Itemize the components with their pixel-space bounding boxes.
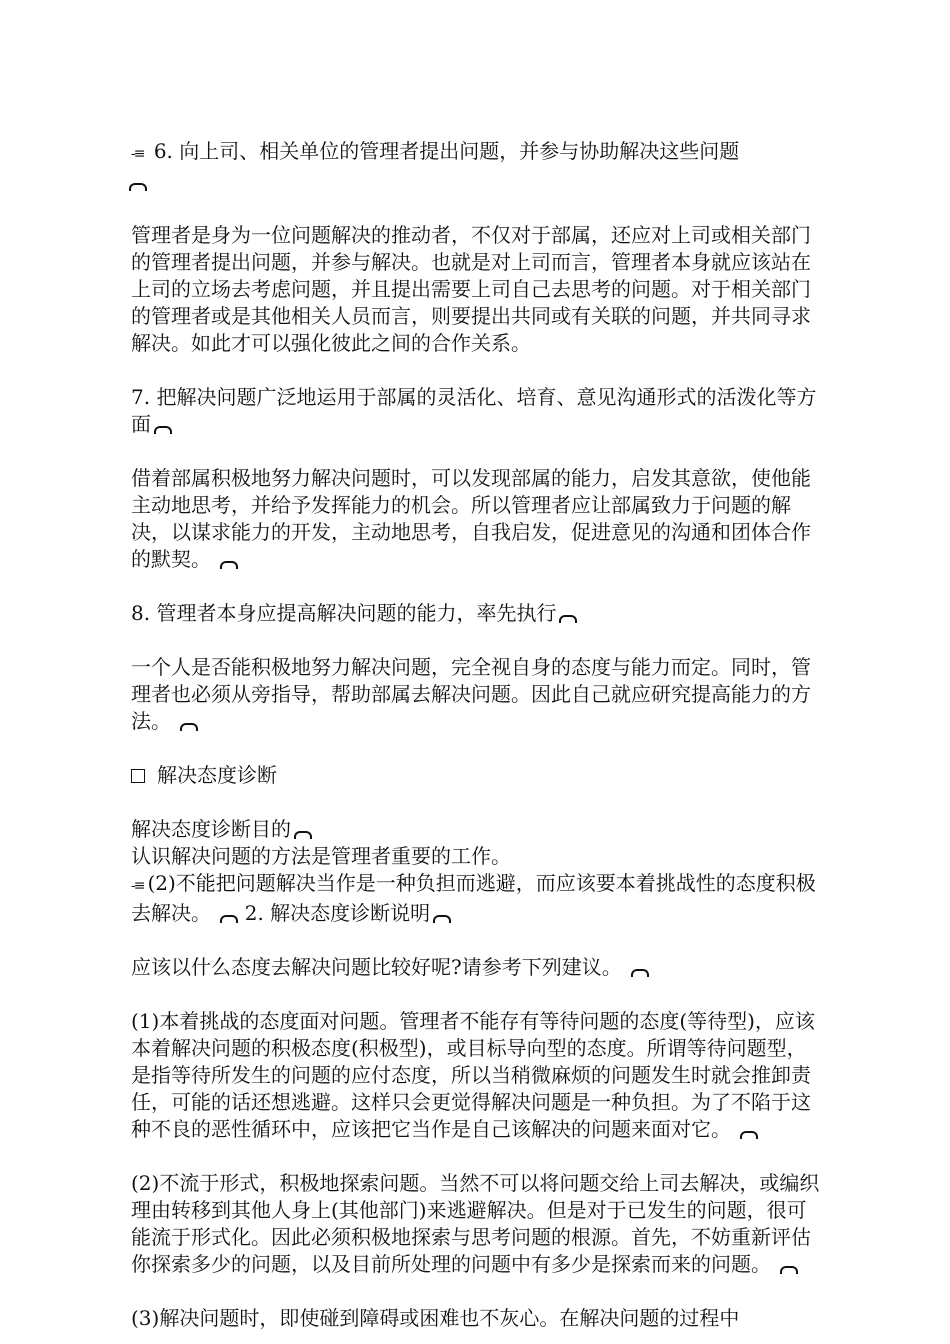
suggestion-1: (1)本着挑战的态度面对问题。管理者不能存有等待问题的态度(等待型)，应该本着解决问题的积极态度(积极型)，或目标导向型的态度。所谓等待问题型，是指等待所发生的问题的应付态度，所以当稍微麻烦的问题发生时就会推卸责任，可能的话还想逃避。这样只会更觉得解决问题是一种负担。为了不陷于这种不良的恶性循环中，应该把它当作是自己该解决的问题来面对它。 xyxy=(131,1009,815,1141)
paragraph-6: 管理者是身为一位问题解决的推动者，不仅对于部属，还应对上司或相关部门的管理者提出问题，并参与解决。也就是对上司而言，管理者本身就应该站在上司的立场去考虑问题，并且提出需要上司自己去思考的问题。对于相关部门的管理者或是其他相关人员而言，则要提出共同或有关联的问题，并共同寻求解决。如此才可以强化彼此之间的合作关系。 xyxy=(131,223,811,355)
purpose-text: 认识解决问题的方法是管理者重要的工作。 xyxy=(131,844,511,868)
checkbox-square-icon xyxy=(131,769,145,783)
paragraph-8: 一个人是否能积极地努力解决问题，完全视自身的态度与能力而定。同时，管理者也必须从旁指导，帮助部属去解决问题。因此自己就应研究提高能力的方法。 xyxy=(131,655,811,733)
purpose-heading: 解决态度诊断目的 xyxy=(131,816,821,843)
heading-6-mark-line xyxy=(131,168,821,195)
dash-equal-symbol: -≡ xyxy=(131,878,144,894)
paragraph-mark-icon xyxy=(433,915,451,923)
paragraph-mark-icon xyxy=(559,615,577,623)
heading-6: -≡ 6. 向上司、相关单位的管理者提出问题，并参与协助解决这些问题 xyxy=(131,138,821,168)
item-2: -≡ (2)不能把问题解决当作是一种负担而逃避，而应该要本着挑战性的态度积极去解决。 2. 解决态度诊断说明 xyxy=(131,871,816,925)
paragraph-mark-icon xyxy=(220,561,238,569)
paragraph-mark-icon xyxy=(294,831,312,839)
dash-equal-symbol: -≡ xyxy=(131,146,144,162)
paragraph-mark-icon xyxy=(780,1266,798,1274)
section-heading: 解决态度诊断 xyxy=(131,762,821,789)
paragraph-mark-icon xyxy=(180,723,198,731)
paragraph-mark-icon xyxy=(740,1131,758,1139)
heading-7: 7. 把解决问题广泛地运用于部属的灵活化、培育、意见沟通形式的活泼化等方面 xyxy=(131,385,817,436)
suggestion-3: (3)解决问题时，即使碰到障碍或困难也不灰心。在解决问题的过程中 xyxy=(131,1306,740,1330)
paragraph-mark-icon xyxy=(220,915,238,923)
paragraph-mark-icon xyxy=(129,183,147,191)
suggestion-2: (2)不流于形式，积极地探索问题。当然不可以将问题交给上司去解决，或编织理由转移到其他人身上(其他部门)来逃避解决。但是对于已发生的问题，很可能流于形式化。因此必须积极地探索与思考问题的根源。首先，不妨重新评估你探索多少的问题，以及目前所处理的问题中有多少是探索而来的问题。 xyxy=(131,1171,820,1276)
paragraph-mark-icon xyxy=(154,426,172,434)
heading-8: 8. 管理者本身应提高解决问题的能力，率先执行 xyxy=(131,600,821,627)
paragraph-mark-icon xyxy=(631,969,649,977)
paragraph-7: 借着部属积极地努力解决问题时，可以发现部属的能力，启发其意欲，使他能主动地思考，并给予发挥能力的机会。所以管理者应让部属致力于问题的解决，以谋求能力的开发，主动地思考，自我启发，促进意见的沟通和团体合作的默契。 xyxy=(131,466,811,571)
document-body xyxy=(131,138,821,1332)
suggestion-intro: 应该以什么态度去解决问题比较好呢?请参考下列建议。 xyxy=(131,954,821,981)
